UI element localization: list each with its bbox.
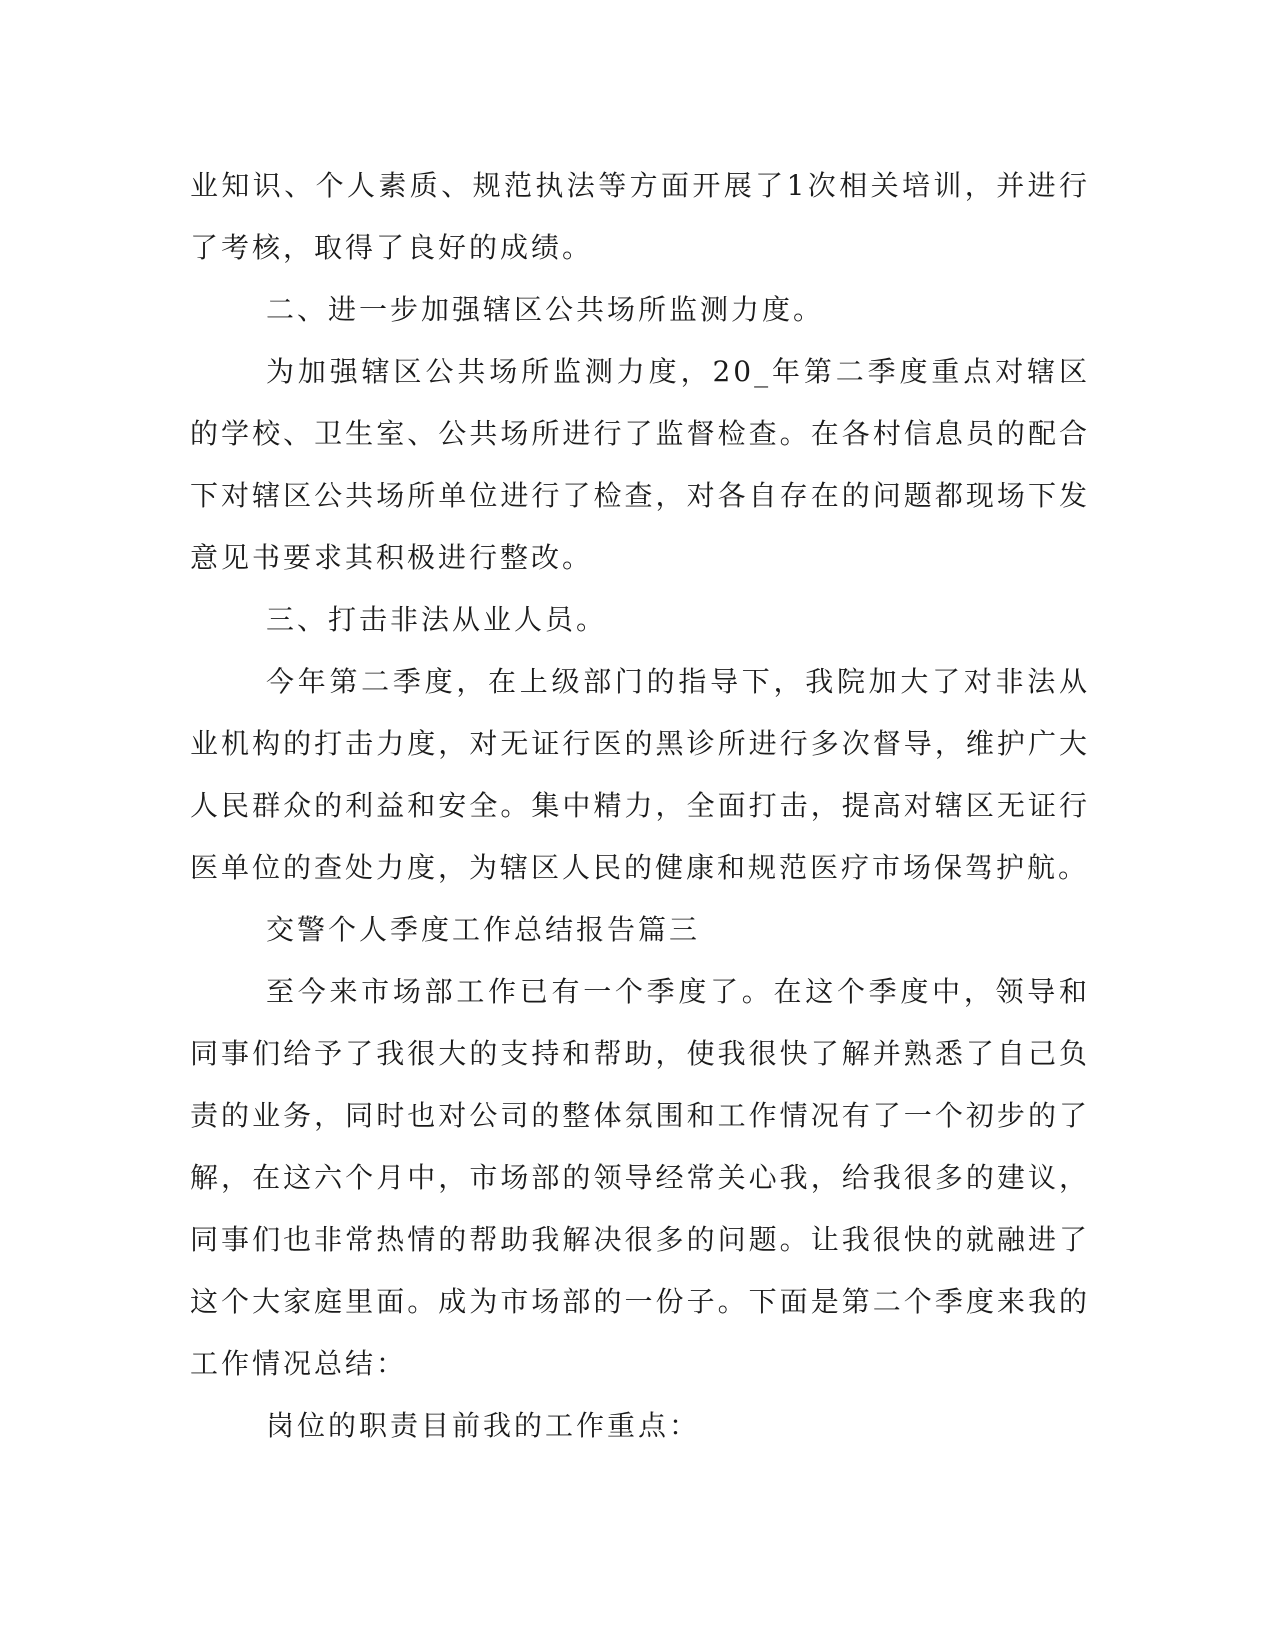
document-body xyxy=(190,155,1090,1457)
heading-section-three: 三、打击非法从业人员。 xyxy=(266,603,608,636)
paragraph-market-department: 至今来市场部工作已有一个季度了。在这个季度中，领导和同事们给予了我很大的支持和帮助，使我很快了解并熟悉了自己负责的业务，同时也对公司的整体氛围和工作情况有了一个初步的了解，在这六个月中，市场部的领导经常关心我，给我很多的建议，同事们也非常热情的帮助我解决很多的问题。让我很快的就融进了这个大家庭里面。成为市场部的一份子。下面是第二个季度来我的工作情况总结： xyxy=(190,975,1090,1380)
paragraph-public-places: 为加强辖区公共场所监测力度，20_年第二季度重点对辖区的学校、卫生室、公共场所进行了监督检查。在各村信息员的配合下对辖区公共场所单位进行了检查，对各自存在的问题都现场下发意见书要求其积极进行整改。 xyxy=(190,355,1090,574)
heading-section-two: 二、进一步加强辖区公共场所监测力度。 xyxy=(266,293,825,326)
paragraph-illegal-practice: 今年第二季度，在上级部门的指导下，我院加大了对非法从业机构的打击力度，对无证行医的黑诊所进行多次督导，维护广大人民群众的利益和安全。集中精力，全面打击，提高对辖区无证行医单位的查处力度，为辖区人民的健康和规范医疗市场保驾护航。 xyxy=(190,665,1090,884)
paragraph-job-duties: 岗位的职责目前我的工作重点： xyxy=(266,1409,701,1442)
paragraph-training-continuation: 业知识、个人素质、规范执法等方面开展了1次相关培训，并进行了考核，取得了良好的成绩。 xyxy=(190,169,1090,264)
heading-report-part-three: 交警个人季度工作总结报告篇三 xyxy=(266,913,701,946)
